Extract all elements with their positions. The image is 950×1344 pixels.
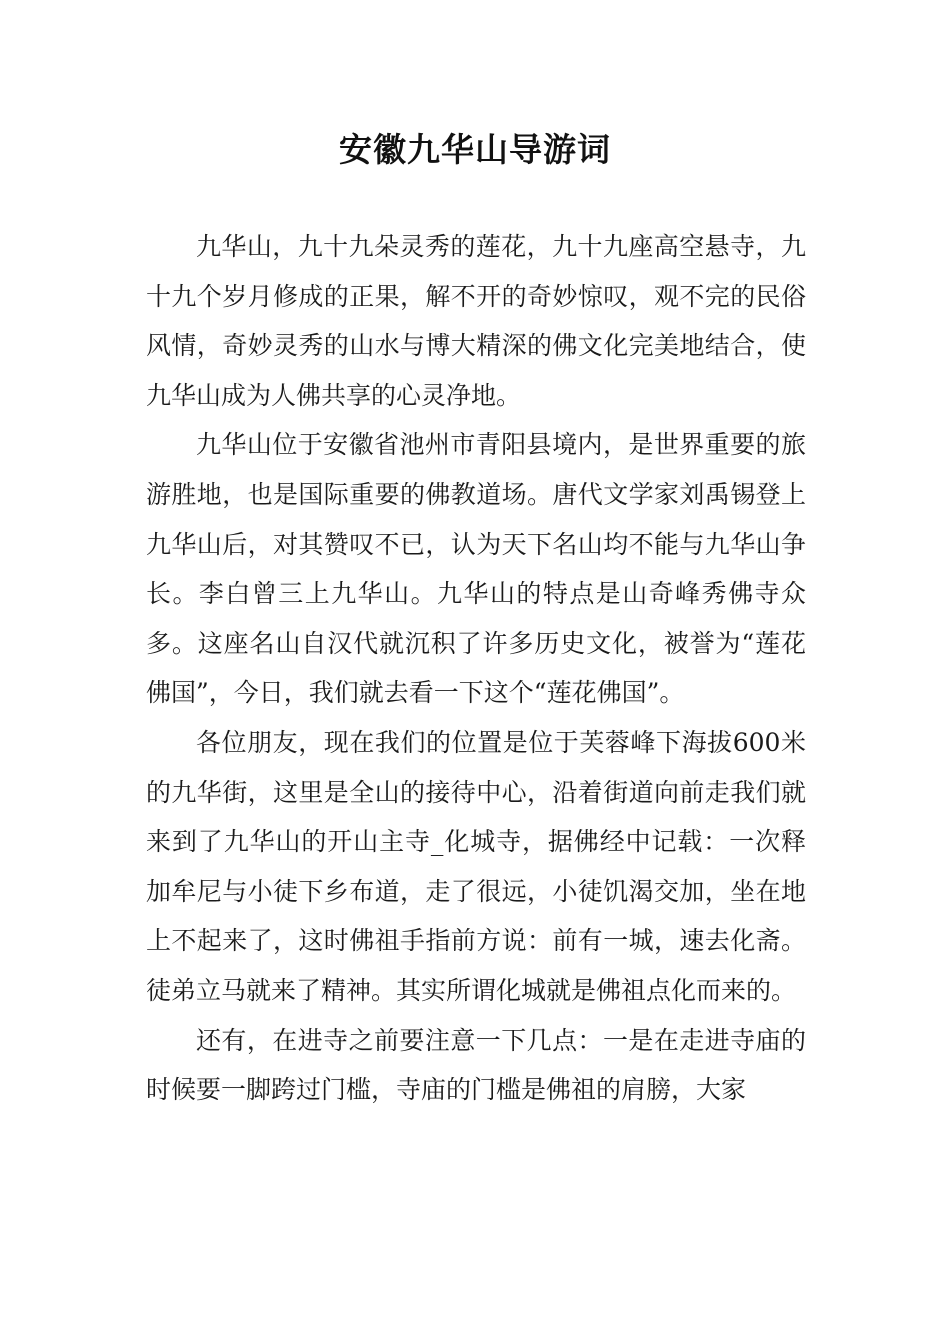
paragraph-1: 九华山，九十九朵灵秀的莲花，九十九座高空悬寺，九十九个岁月修成的正果，解不开的奇妙惊叹，观不完的民俗风情，奇妙灵秀的山水与博大精深的佛文化完美地结合，使九华山成为人佛共享的心灵净地。 bbox=[146, 232, 806, 410]
document-title: 安徽九华山导游词 bbox=[339, 130, 611, 169]
paragraph-2: 九华山位于安徽省池州市青阳县境内，是世界重要的旅游胜地，也是国际重要的佛教道场。唐代文学家刘禹锡登上九华山后，对其赞叹不已，认为天下名山均不能与九华山争长。李白曾三上九华山。九华山的特点是山奇峰秀佛寺众多。这座名山自汉代就沉积了许多历史文化，被誉为“莲花佛国”，今日，我们就去看一下这个“莲花佛国”。 bbox=[146, 430, 806, 708]
document-body bbox=[146, 222, 806, 1115]
paragraph-3: 各位朋友，现在我们的位置是位于芙蓉峰下海拔600米的九华街，这里是全山的接待中心，沿着街道向前走我们就来到了九华山的开山主寺_化城寺，据佛经中记载：一次释加牟尼与小徒下乡布道，走了很远，小徒饥渴交加，坐在地上不起来了，这时佛祖手指前方说：前有一城，速去化斋。徒弟立马就来了精神。其实所谓化城就是佛祖点化而来的。 bbox=[146, 727, 806, 1005]
paragraph-4: 还有，在进寺之前要注意一下几点：一是在走进寺庙的时候要一脚跨过门槛，寺庙的门槛是佛祖的肩膀，大家 bbox=[146, 1025, 806, 1105]
